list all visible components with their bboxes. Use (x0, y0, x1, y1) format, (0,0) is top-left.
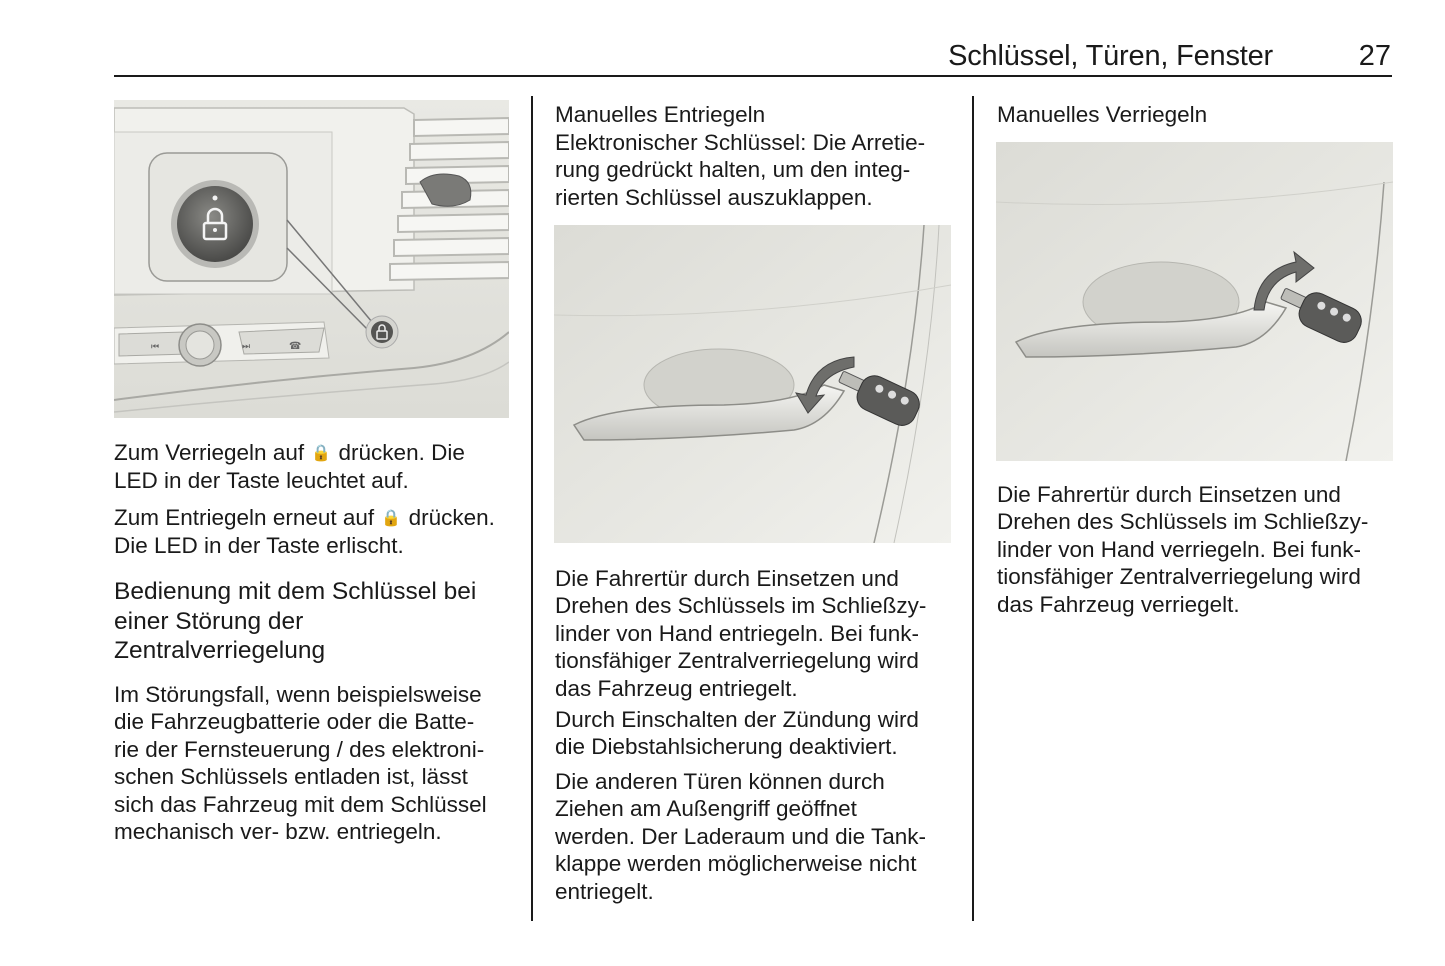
col3-subheading: Manuelles Verriegeln (997, 102, 1208, 127)
svg-text:⏭: ⏭ (242, 342, 251, 352)
header-rule (114, 75, 1392, 77)
section-heading: Bedienung mit dem Schlüssel bei einer Störung der Zentralverriegelung (114, 578, 477, 664)
door-handle-key-unlock-illustration (554, 225, 951, 543)
col2-paragraph-other-doors: Die anderen Türen können durch Ziehen am Außengriff geöffnet werden. Der Laderaum und die Tank- klappe werden möglicherweise nicht entriegelt. (555, 769, 927, 904)
console-lock-figure (114, 100, 509, 418)
col1-paragraph-unlock: Zum Entriegeln erneut auf 🔒 drücken. Die LED in der Taste erlischt. (114, 505, 495, 559)
running-header-title: Schlüssel, Türen, Fenster (948, 40, 1273, 72)
console-lock-button-illustration (114, 100, 509, 418)
col1-paragraph-lock: Zum Verriegeln auf 🔒 drücken. Die LED in der Taste leuchtet auf. (114, 440, 465, 494)
svg-text:☎: ☎ (289, 341, 302, 352)
column-divider-1 (531, 96, 533, 921)
lock-icon: 🔒 (381, 510, 402, 527)
col2-intro: Elektronischer Schlüssel: Die Arretie- rung gedrückt halten, um den integ- rierten Schlüssel auszuklappen. (555, 130, 926, 210)
col2-paragraph-ignition: Durch Einschalten der Zündung wird die Diebstahlsicherung deaktiviert. (555, 707, 919, 760)
lock-figure (996, 142, 1393, 461)
lock-icon: 🔒 (311, 445, 332, 462)
door-handle-key-lock-illustration (996, 142, 1393, 461)
svg-text:⏮: ⏮ (151, 342, 160, 352)
col2-subheading: Manuelles Entriegeln (555, 102, 766, 127)
page-number: 27 (1358, 40, 1391, 72)
col3-paragraph-lock: Die Fahrertür durch Einsetzen und Drehen des Schlüssels im Schließzy- linder von Hand verriegeln. Bei funk- tionsfähiger Zentralverriegelung wird das Fahrzeug verriegelt. (997, 482, 1369, 617)
col1-paragraph-fault: Im Störungsfall, wenn beispielsweise die Fahrzeugbatterie oder die Batte- rie der Fernsteuerung / des elektroni- schen Schlüssels entladen ist, lässt sich das Fahrzeug mit dem Schlüssel mechanisch ver- bzw. entriegeln. (114, 682, 487, 845)
column-divider-2 (972, 96, 974, 921)
col2-paragraph-unlock: Die Fahrertür durch Einsetzen und Drehen des Schlüssels im Schließzy- linder von Hand entriegeln. Bei funk- tionsfähiger Zentralverriegelung wird das Fahrzeug entriegelt. (555, 566, 927, 701)
unlock-figure (554, 225, 951, 543)
